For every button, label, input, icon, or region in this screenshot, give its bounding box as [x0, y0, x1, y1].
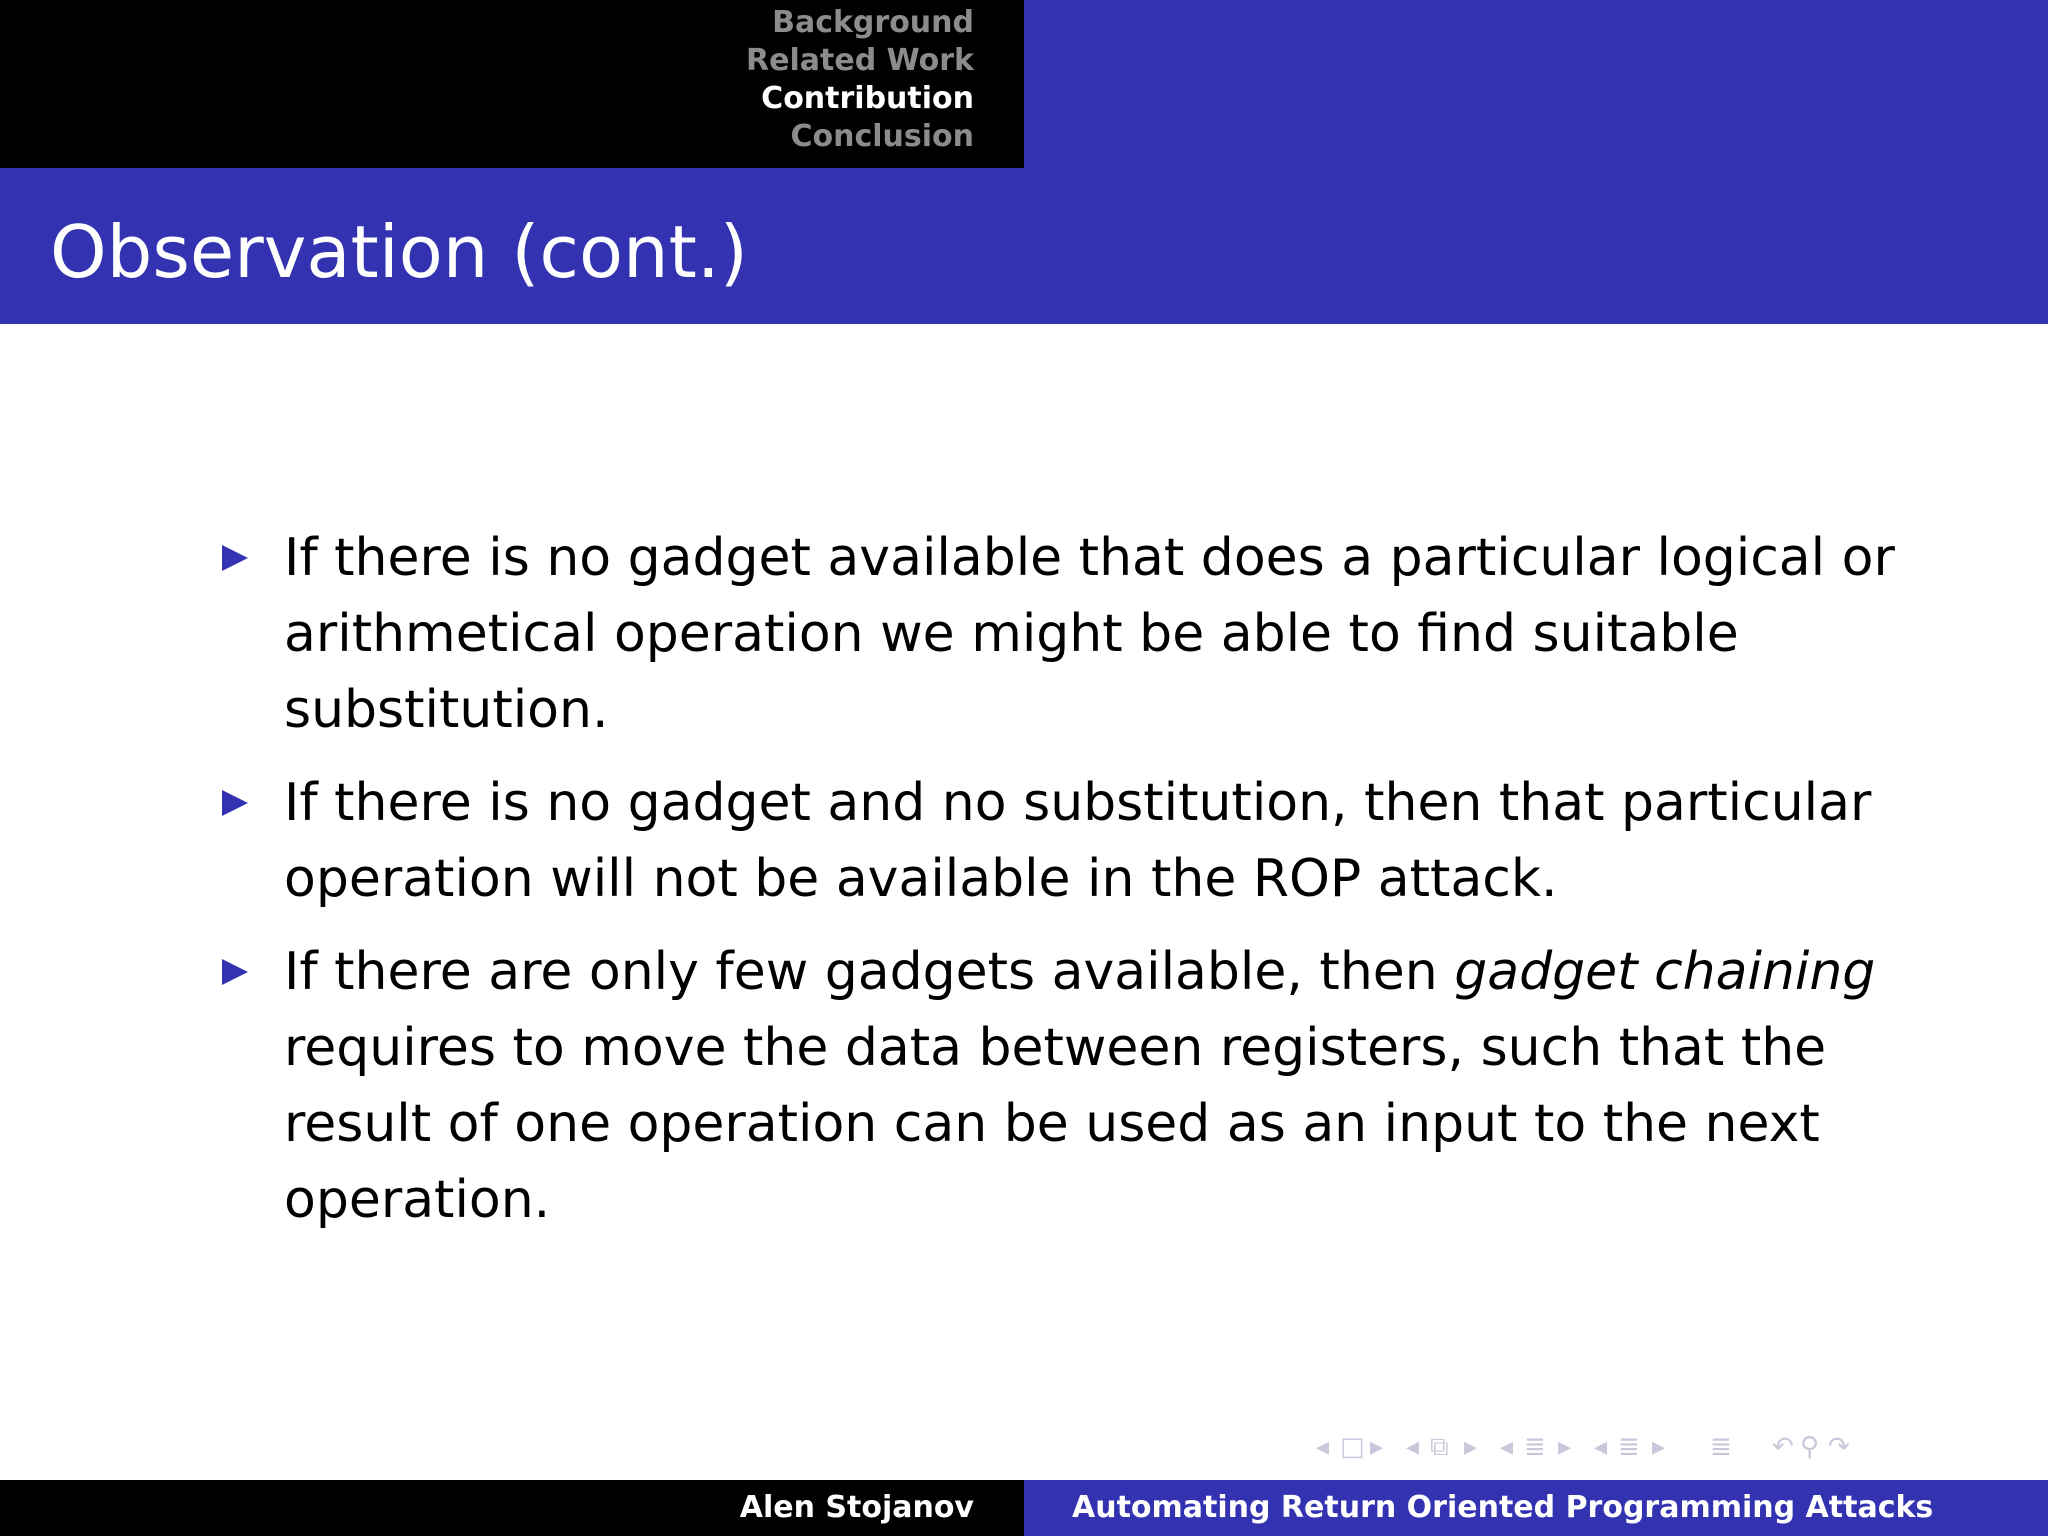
triangle-bullet-icon — [222, 790, 248, 816]
nav-left-arrow-icon[interactable]: ◂ — [1594, 1432, 1608, 1462]
bullet-text: If there is no gadget and no substitution, then that particular operation will not be available in the ROP attack. — [284, 773, 1872, 909]
bullet-item — [220, 934, 1900, 1238]
nav-section-conclusion[interactable]: Conclusion — [790, 119, 974, 154]
nav-left-arrow-icon[interactable]: ◂ — [1500, 1432, 1514, 1462]
bullet-emphasis: gadget chaining — [1454, 942, 1876, 1002]
nav-right-arrow-icon[interactable]: ▸ — [1558, 1432, 1572, 1462]
header-nav-left — [0, 0, 1024, 168]
nav-right-arrow-icon[interactable]: ▸ — [1464, 1432, 1478, 1462]
forward-icon[interactable]: ↷ — [1828, 1432, 1850, 1462]
footer-talk-title: Automating Return Oriented Programming Attacks — [1072, 1490, 1934, 1525]
footer-left — [0, 1480, 1024, 1536]
nav-section-background[interactable]: Background — [772, 5, 974, 40]
bullet-text-start: If there are only few gadgets available, then — [284, 942, 1455, 1002]
bullet-text: If there is no gadget available that does a particular logical or arithmetical operation we might be able to find suitable substitution. — [284, 528, 1895, 740]
nav-left-arrow-icon[interactable]: ◂ — [1406, 1432, 1420, 1462]
back-icon[interactable]: ↶ — [1772, 1432, 1794, 1462]
frame-icon[interactable]: □ — [1340, 1432, 1365, 1462]
nav-right-arrow-icon[interactable]: ▸ — [1652, 1432, 1666, 1462]
bullet-item — [220, 765, 1900, 917]
section-icon[interactable]: ≣ — [1524, 1432, 1546, 1462]
bullet-item — [220, 520, 1900, 748]
triangle-bullet-icon — [222, 959, 248, 985]
subsection-icon[interactable]: ⧉ — [1430, 1432, 1449, 1462]
nav-right-arrow-icon[interactable]: ▸ — [1370, 1432, 1384, 1462]
nav-section-contribution[interactable]: Contribution — [761, 81, 974, 116]
nav-section-related-work[interactable]: Related Work — [746, 43, 974, 78]
section-navigation — [746, 4, 974, 156]
header-nav-right — [1024, 0, 2048, 168]
triangle-bullet-icon — [222, 545, 248, 571]
nav-left-arrow-icon[interactable]: ◂ — [1316, 1432, 1330, 1462]
document-icon[interactable]: ≣ — [1618, 1432, 1640, 1462]
bullet-list — [220, 520, 1900, 1255]
search-icon[interactable]: ⚲ — [1800, 1432, 1820, 1462]
frame-title-bar — [0, 168, 2048, 324]
footer-author: Alen Stojanov — [739, 1490, 974, 1525]
navigation-symbols — [1310, 1432, 2030, 1468]
slide-title: Observation (cont.) — [50, 210, 748, 294]
outline-icon[interactable]: ≣ — [1710, 1432, 1732, 1462]
bullet-text-end: requires to move the data between registers, such that the result of one operation can be used as an input to the next operation. — [284, 1018, 1827, 1230]
footer-right — [1024, 1480, 2048, 1536]
